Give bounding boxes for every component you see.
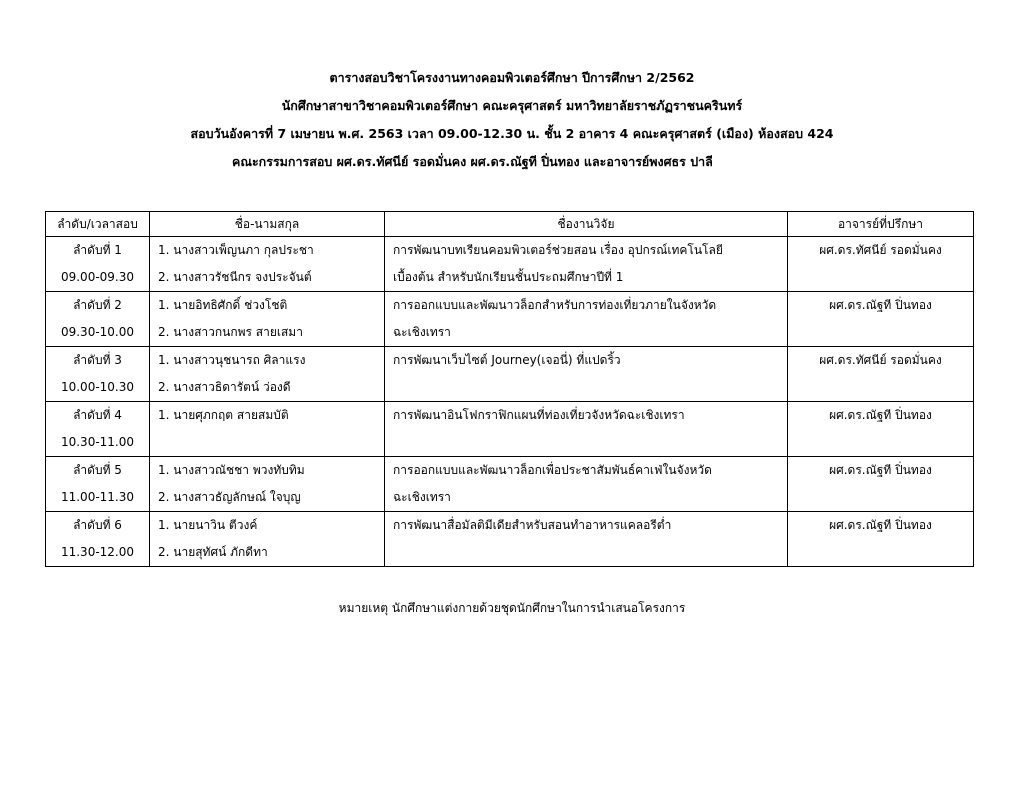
advisor-cell <box>788 292 974 347</box>
topic-cell <box>385 237 788 292</box>
table-row <box>46 457 974 512</box>
advisor-cell <box>788 237 974 292</box>
student-name <box>150 429 384 456</box>
topic-cell <box>385 402 788 457</box>
document-title: ตารางสอบวิชาโครงงานทางคอมพิวเตอร์ศึกษา ปีการศึกษา 2/2562 <box>329 70 695 85</box>
advisor-cell <box>788 402 974 457</box>
time-label: 11.30-12.00 <box>60 545 135 559</box>
order-label: ลำดับที่ 2 <box>73 298 122 312</box>
topic-text: การออกแบบและพัฒนาวล็อกเพื่อประชาสัมพันธ์คาเฟ่ในจังหวัด <box>393 463 712 477</box>
student-name: 2. นางสาวธิดารัตน์ ว่องดี <box>158 380 291 394</box>
exam-schedule-table <box>45 211 974 567</box>
topic-text <box>385 429 787 456</box>
column-header-advisor: อาจารย์ที่ปรึกษา <box>788 212 974 237</box>
time-label: 10.00-10.30 <box>60 380 135 394</box>
slot-cell <box>46 237 150 292</box>
advisor-name: ผศ.ดร.ณัฐที ปิ่นทอง <box>829 518 932 532</box>
order-label: ลำดับที่ 1 <box>73 243 122 257</box>
column-header-name: ชื่อ-นามสกุล <box>150 212 385 237</box>
advisor-name: ผศ.ดร.ณัฐที ปิ่นทอง <box>829 463 932 477</box>
order-label: ลำดับที่ 5 <box>73 463 122 477</box>
slot-cell <box>46 512 150 567</box>
student-name: 1. นายศุภกฤต สายสมบัติ <box>158 408 289 422</box>
slot-cell <box>46 347 150 402</box>
names-cell <box>150 457 385 512</box>
student-name: 2. นางสาวรัชนีกร จงประจันต์ <box>158 270 312 284</box>
topic-text: การพัฒนาสื่อมัลติมีเดียสำหรับสอนทำอาหารแคลอรีต่ำ <box>393 518 672 532</box>
topic-text: ฉะเชิงเทรา <box>393 490 451 504</box>
topic-text: การพัฒนาเว็บไซต์ Journey(เจอนี่) ที่แปดริ้ว <box>393 353 621 367</box>
student-name: 1. นายอิทธิศักดิ์ ช่วงโชติ <box>158 298 288 312</box>
slot-cell <box>46 402 150 457</box>
column-header-slot: ลำดับ/เวลาสอบ <box>46 212 150 237</box>
table-row <box>46 237 974 292</box>
time-label: 11.00-11.30 <box>60 490 135 504</box>
topic-text: การพัฒนาอินโฟกราฟิกแผนที่ท่องเที่ยวจังหวัดฉะเชิงเทรา <box>393 408 685 422</box>
order-label: ลำดับที่ 3 <box>73 353 122 367</box>
table-row <box>46 292 974 347</box>
advisor-name: ผศ.ดร.ทัศนีย์ รอดมั่นคง <box>819 243 942 257</box>
order-label: ลำดับที่ 4 <box>73 408 122 422</box>
topic-cell <box>385 512 788 567</box>
footnote: หมายเหตุ นักศึกษาแต่งกายด้วยชุดนักศึกษาในการนำเสนอโครงการ <box>338 601 686 615</box>
time-label: 09.00-09.30 <box>60 270 135 284</box>
table-header-row <box>46 212 974 237</box>
table-row <box>46 347 974 402</box>
topic-cell <box>385 457 788 512</box>
student-name: 1. นางสาวนุชนารถ ศิลาแรง <box>158 353 306 367</box>
advisor-cell <box>788 347 974 402</box>
column-header-topic: ชื่องานวิจัย <box>385 212 788 237</box>
topic-text: การพัฒนาบทเรียนคอมพิวเตอร์ช่วยสอน เรื่อง อุปกรณ์เทคโนโลยี <box>393 243 723 257</box>
slot-cell <box>46 457 150 512</box>
topic-text <box>385 539 787 566</box>
time-label: 10.30-11.00 <box>60 435 135 449</box>
time-label: 09.30-10.00 <box>60 325 135 339</box>
topic-text: การออกแบบและพัฒนาวล็อกสำหรับการท่องเที่ยวภายในจังหวัด <box>393 298 717 312</box>
committee-line: คณะกรรมการสอบ ผศ.ดร.ทัศนีย์ รอดมั่นคง ผศ.ดร.ณัฐที ปิ่นทอง และอาจารย์พงศธร ปาลี <box>232 154 713 169</box>
topic-cell <box>385 347 788 402</box>
names-cell <box>150 402 385 457</box>
exam-info: สอบวันอังคารที่ 7 เมษายน พ.ศ. 2563 เวลา 09.00-12.30 น. ชั้น 2 อาคาร 4 คณะครุศาสตร์ (เมือง) ห้องสอบ 424 <box>190 126 834 141</box>
advisor-name: ผศ.ดร.ณัฐที ปิ่นทอง <box>829 298 932 312</box>
topic-text: เบื้องต้น สำหรับนักเรียนชั้นประถมศึกษาปีที่ 1 <box>393 270 624 284</box>
names-cell <box>150 292 385 347</box>
advisor-name: ผศ.ดร.ณัฐที ปิ่นทอง <box>829 408 932 422</box>
advisor-name: ผศ.ดร.ทัศนีย์ รอดมั่นคง <box>819 353 942 367</box>
student-name: 1. นางสาวเพ็ญนภา กุลประชา <box>158 243 314 257</box>
student-name: 2. นางสาวธัญลักษณ์ ใจบุญ <box>158 490 301 504</box>
student-name: 1. นายนาวิน ตีวงค์ <box>158 518 258 532</box>
advisor-cell <box>788 457 974 512</box>
student-name: 2. นายสุทัศน์ ภักดีทา <box>158 545 268 559</box>
advisor-cell <box>788 512 974 567</box>
names-cell <box>150 512 385 567</box>
table-row <box>46 402 974 457</box>
document-subtitle: นักศึกษาสาขาวิชาคอมพิวเตอร์ศึกษา คณะครุศาสตร์ มหาวิทยาลัยราชภัฏราชนครินทร์ <box>281 98 743 113</box>
slot-cell <box>46 292 150 347</box>
topic-text: ฉะเชิงเทรา <box>393 325 451 339</box>
table-row <box>46 512 974 567</box>
order-label: ลำดับที่ 6 <box>73 518 122 532</box>
names-cell <box>150 237 385 292</box>
names-cell <box>150 347 385 402</box>
topic-text <box>385 374 787 401</box>
student-name: 1. นางสาวณัชชา พวงทับทิม <box>158 463 305 477</box>
topic-cell <box>385 292 788 347</box>
student-name: 2. นางสาวกนกพร สายเสมา <box>158 325 303 339</box>
